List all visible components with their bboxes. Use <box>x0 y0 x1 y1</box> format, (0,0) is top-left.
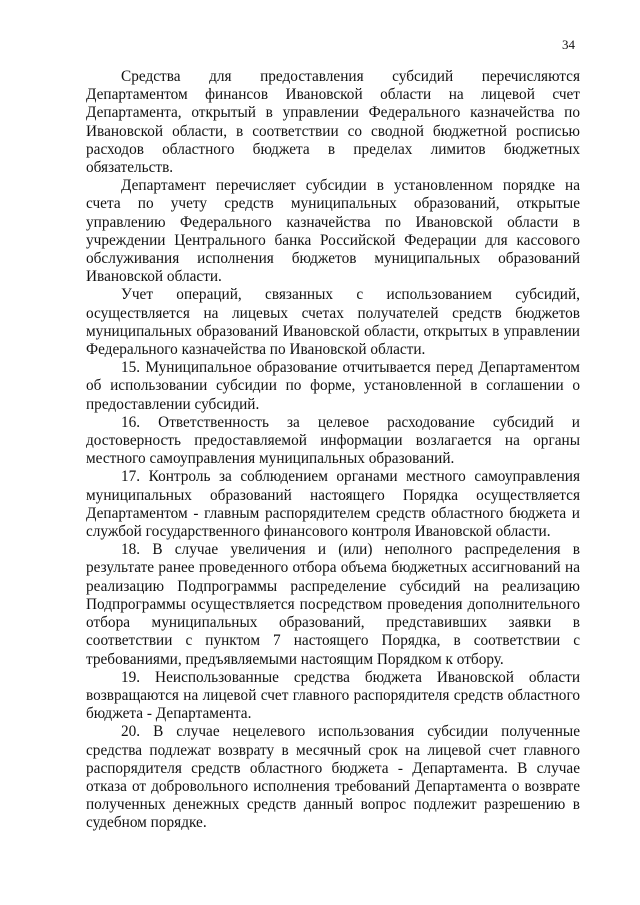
paragraph-16-responsibility: 16. Ответственность за целевое расходование субсидий и достоверность предоставляемой информации возлагается на органы местного самоуправления муниципальных образований. <box>86 413 580 468</box>
paragraph-18-additional-selection: 18. В случае увеличения и (или) неполного распределения в результате ранее проведенного отбора объема бюджетных ассигнований на реализацию Подпрограммы распределение субсидий на реализацию Подпрограммы осуществляется посредством проведения дополнительного отбора муниципальных образований, представивших заявки в соответствии с пунктом 7 настоящего Порядка, в соответствии с требованиями, предъявляемыми настоящим Порядком к отбору. <box>86 541 580 668</box>
paragraph-19-unused-funds: 19. Неиспользованные средства бюджета Ивановской области возвращаются на лицевой счет главного распорядителя средств областного бюджета - Департамента. <box>86 668 580 723</box>
paragraph-funds-transfer: Средства для предоставления субсидий перечисляются Департаментом финансов Ивановской области на лицевой счет Департамента, открытый в управлении Федерального казначейства по Ивановской области, в соответствии со сводной бюджетной росписью расходов областного бюджета в пределах лимитов бюджетных обязательств. <box>86 68 580 177</box>
paragraph-20-misuse: 20. В случае нецелевого использования субсидии полученные средства подлежат возврату в месячный срок на лицевой счет главного распорядителя средств областного бюджета - Департамента. В случае отказа от добровольного исполнения требований Департамента о возврате полученных денежных средств данный вопрос подлежит разрешению в судебном порядке. <box>86 723 580 832</box>
paragraph-15-reporting: 15. Муниципальное образование отчитывается перед Департаментом об использовании субсидии по форме, установленной в соглашении о предоставлении субсидий. <box>86 359 580 413</box>
document-body <box>86 68 580 833</box>
paragraph-17-control: 17. Контроль за соблюдением органами местного самоуправления муниципальных образований настоящего Порядка осуществляется Департаментом - главным распорядителем средств областного бюджета и службой государственного финансового контроля Ивановской области. <box>86 468 580 541</box>
paragraph-operations-accounting: Учет операций, связанных с использованием субсидий, осуществляется на лицевых счетах получателей средств бюджетов муниципальных образований Ивановской области, открытых в управлении Федерального казначейства по Ивановской области. <box>86 286 580 359</box>
page-number: 34 <box>562 37 575 52</box>
paragraph-subsidy-accounts: Департамент перечисляет субсидии в установленном порядке на счета по учету средств муниципальных образований, открытые управлению Федерального казначейства по Ивановской области в учреждении Центрального банка Российской Федерации для кассового обслуживания исполнения бюджетов муниципальных образований Ивановской области. <box>86 177 580 286</box>
